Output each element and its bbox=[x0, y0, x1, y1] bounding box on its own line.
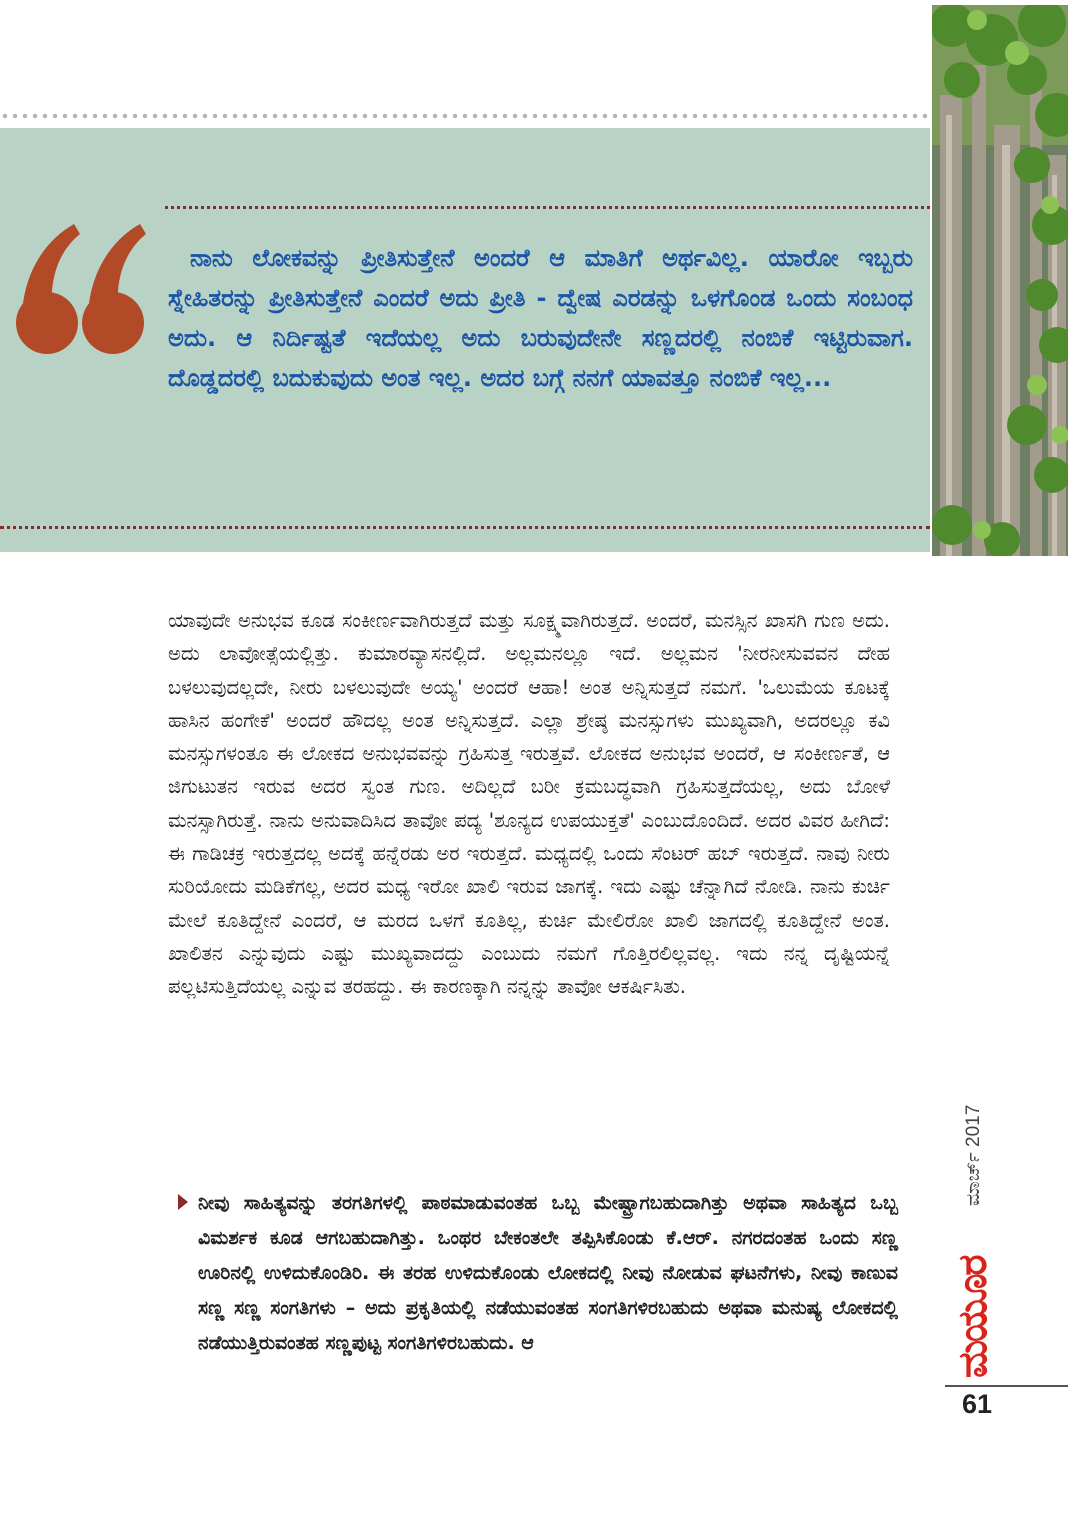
magazine-logo: ಮಯೂರ bbox=[950, 1256, 996, 1378]
triangle-bullet-icon bbox=[178, 1194, 188, 1210]
page-number-rule bbox=[945, 1385, 1068, 1387]
quotation-mark-icon bbox=[14, 220, 146, 360]
body-paragraph: ಯಾವುದೇ ಅನುಭವ ಕೂಡ ಸಂಕೀರ್ಣವಾಗಿರುತ್ತದೆ ಮತ್ತು ಸೂಕ್ಷ್ಮವಾಗಿರುತ್ತದೆ. ಅಂದರೆ, ಮನಸ್ಸಿನ ಖಾಸಗಿ ಗುಣ ಅದು. ಅದು ಲಾವೋತ್ಸೆಯಲ್ಲಿತ್ತು. ಕುಮಾರವ್ಯಾಸನಲ್ಲಿದೆ. ಅಲ್ಲಮನಲ್ಲೂ ಇದೆ. ಅಲ್ಲಮನ 'ನೀರನೀಸುವವನ ದೇಹ ಬಳಲುವುದಲ್ಲದೇ, ನೀರು ಬಳಲುವುದೇ ಅಯ್ಯ' ಅಂದರೆ ಆಹಾ! ಅಂತ ಅನ್ನಿಸುತ್ತದೆ ನಮಗೆ. 'ಒಲುಮೆಯ ಕೂಟಕ್ಕೆ ಹಾಸಿನ ಹಂಗೇಕೆ' ಅಂದರೆ ಹೌದಲ್ಲ ಅಂತ ಅನ್ನಿಸುತ್ತದೆ. ಎಲ್ಲಾ ಶ್ರೇಷ್ಠ ಮನಸ್ಸುಗಳು ಮುಖ್ಯವಾಗಿ, ಅದರಲ್ಲೂ ಕವಿ ಮನಸ್ಸುಗಳಂತೂ ಈ ಲೋಕದ ಅನುಭವವನ್ನು ಗ್ರಹಿಸುತ್ತ ಇರುತ್ತವೆ. ಲೋಕದ ಅನುಭವ ಅಂದರೆ, ಆ ಸಂಕೀರ್ಣತೆ, ಆ ಜಿಗುಟುತನ ಇರುವ ಅದರ ಸ್ವಂತ ಗುಣ. ಅದಿಲ್ಲದೆ ಬರೀ ಕ್ರಮಬದ್ಧವಾಗಿ ಗ್ರಹಿಸುತ್ತದೆಯಲ್ಲ, ಅದು ಬೋಳೆ ಮನಸ್ಸಾಗಿರುತ್ತೆ. ನಾನು ಅನುವಾದಿಸಿದ ತಾವೋ ಪದ್ಯ 'ಶೂನ್ಯದ ಉಪಯುಕ್ತತೆ' ಎಂಬುದೊಂದಿದೆ. ಅದರ ವಿವರ ಹೀಗಿದೆ: ಈ ಗಾಡಿಚಕ್ರ ಇರುತ್ತದಲ್ಲ ಅದಕ್ಕೆ ಹನ್ನೆರಡು ಅರ ಇರುತ್ತದೆ. ಮಧ್ಯದಲ್ಲಿ ಒಂದು ಸೆಂಟರ್ ಹಬ್ ಇರುತ್ತದೆ. ನಾವು ನೀರು ಸುರಿಯೋದು ಮಡಿಕೆಗಲ್ಲ, ಅದರ ಮಧ್ಯ ಇರೋ ಖಾಲಿ ಇರುವ ಜಾಗಕ್ಕೆ. ಇದು ಎಷ್ಟು ಚೆನ್ನಾಗಿದೆ ನೋಡಿ. ನಾನು ಕುರ್ಚಿ ಮೇಲೆ ಕೂತಿದ್ದೇನೆ ಎಂದರೆ, ಆ ಮರದ ಒಳಗೆ ಕೂತಿಲ್ಲ, ಕುರ್ಚಿ ಮೇಲಿರೋ ಖಾಲಿ ಜಾಗದಲ್ಲಿ ಕೂತಿದ್ದೇನೆ ಅಂತ. ಖಾಲಿತನ ಎನ್ನುವುದು ಎಷ್ಟು ಮುಖ್ಯವಾದದ್ದು ಎಂಬುದು ನಮಗೆ ಗೊತ್ತಿರಲಿಲ್ಲವಲ್ಲ. ಇದು ನನ್ನ ದೃಷ್ಟಿಯನ್ನೆ ಪಲ್ಲಟಿಸುತ್ತಿದೆಯಲ್ಲ ಎನ್ನುವ ತರಹದ್ದು. ಈ ಕಾರಣಕ್ಕಾಗಿ ನನ್ನನ್ನು ತಾವೋ ಆಕರ್ಷಿಸಿತು. bbox=[168, 609, 890, 999]
issue-date: ಮಾರ್ಚ್ 2017 bbox=[963, 1104, 984, 1206]
pull-quote-text: ನಾನು ಲೋಕವನ್ನು ಪ್ರೀತಿಸುತ್ತೇನೆ ಅಂದರೆ ಆ ಮಾತಿಗೆ ಅರ್ಥವಿಲ್ಲ. ಯಾರೋ ಇಬ್ಬರು ಸ್ನೇಹಿತರನ್ನು ಪ್ರೀತಿಸುತ್ತೇನೆ ಎಂದರೆ ಅದು ಪ್ರೀತಿ - ದ್ವೇಷ ಎರಡನ್ನು ಒಳಗೊಂಡ ಒಂದು ಸಂಬಂಧ ಅದು. ಆ ನಿರ್ದಿಷ್ಟತೆ ಇದೆಯಲ್ಲ ಅದು ಬರುವುದೇನೇ ಸಣ್ಣದರಲ್ಲಿ ನಂಬಿಕೆ ಇಟ್ಟಿರುವಾಗ. ದೊಡ್ಡದರಲ್ಲಿ ಬದುಕುವುದು ಅಂತ ಇಲ್ಲ. ಅದರ ಬಗ್ಗೆ ನನಗೆ ಯಾವತ್ತೂ ನಂಬಿಕೆ ಇಲ್ಲ... bbox=[168, 244, 913, 392]
pull-quote-rule-top bbox=[165, 206, 930, 209]
pull-quote-panel bbox=[0, 128, 930, 552]
pull-quote-rule-bottom bbox=[0, 526, 930, 529]
page-number: 61 bbox=[962, 1389, 993, 1419]
dotted-separator-top bbox=[0, 112, 930, 120]
question-text: ನೀವು ಸಾಹಿತ್ಯವನ್ನು ತರಗತಿಗಳಲ್ಲಿ ಪಾಠಮಾಡುವಂತಹ ಒಬ್ಬ ಮೇಷ್ಟ್ರಾಗಬಹುದಾಗಿತ್ತು ಅಥವಾ ಸಾಹಿತ್ಯದ ಒಬ್ಬ ವಿಮರ್ಶಕ ಕೂಡ ಆಗಬಹುದಾಗಿತ್ತು. ಒಂಥರ ಬೇಕಂತಲೇ ತಪ್ಪಿಸಿಕೊಂಡು ಕೆ.ಆರ್. ನಗರದಂತಹ ಒಂದು ಸಣ್ಣ ಊರಿನಲ್ಲಿ ಉಳಿದುಕೊಂಡಿರಿ. ಈ ತರಹ ಉಳಿದುಕೊಂಡು ಲೋಕದಲ್ಲಿ ನೀವು ನೋಡುವ ಘಟನೆಗಳು, ನೀವು ಕಾಣುವ ಸಣ್ಣ ಸಣ್ಣ ಸಂಗತಿಗಳು – ಅದು ಪ್ರಕೃತಿಯಲ್ಲಿ ನಡೆಯುವಂತಹ ಸಂಗತಿಗಳಿರಬಹುದು ಅಥವಾ ಮನುಷ್ಯ ಲೋಕದಲ್ಲಿ ನಡೆಯುತ್ತಿರುವಂತಹ ಸಣ್ಣಪುಟ್ಟ ಸಂಗತಿಗಳಿರಬಹುದು. ಆ bbox=[198, 1192, 898, 1354]
interview-question bbox=[178, 1186, 898, 1361]
banyan-tree-photo bbox=[932, 5, 1068, 556]
